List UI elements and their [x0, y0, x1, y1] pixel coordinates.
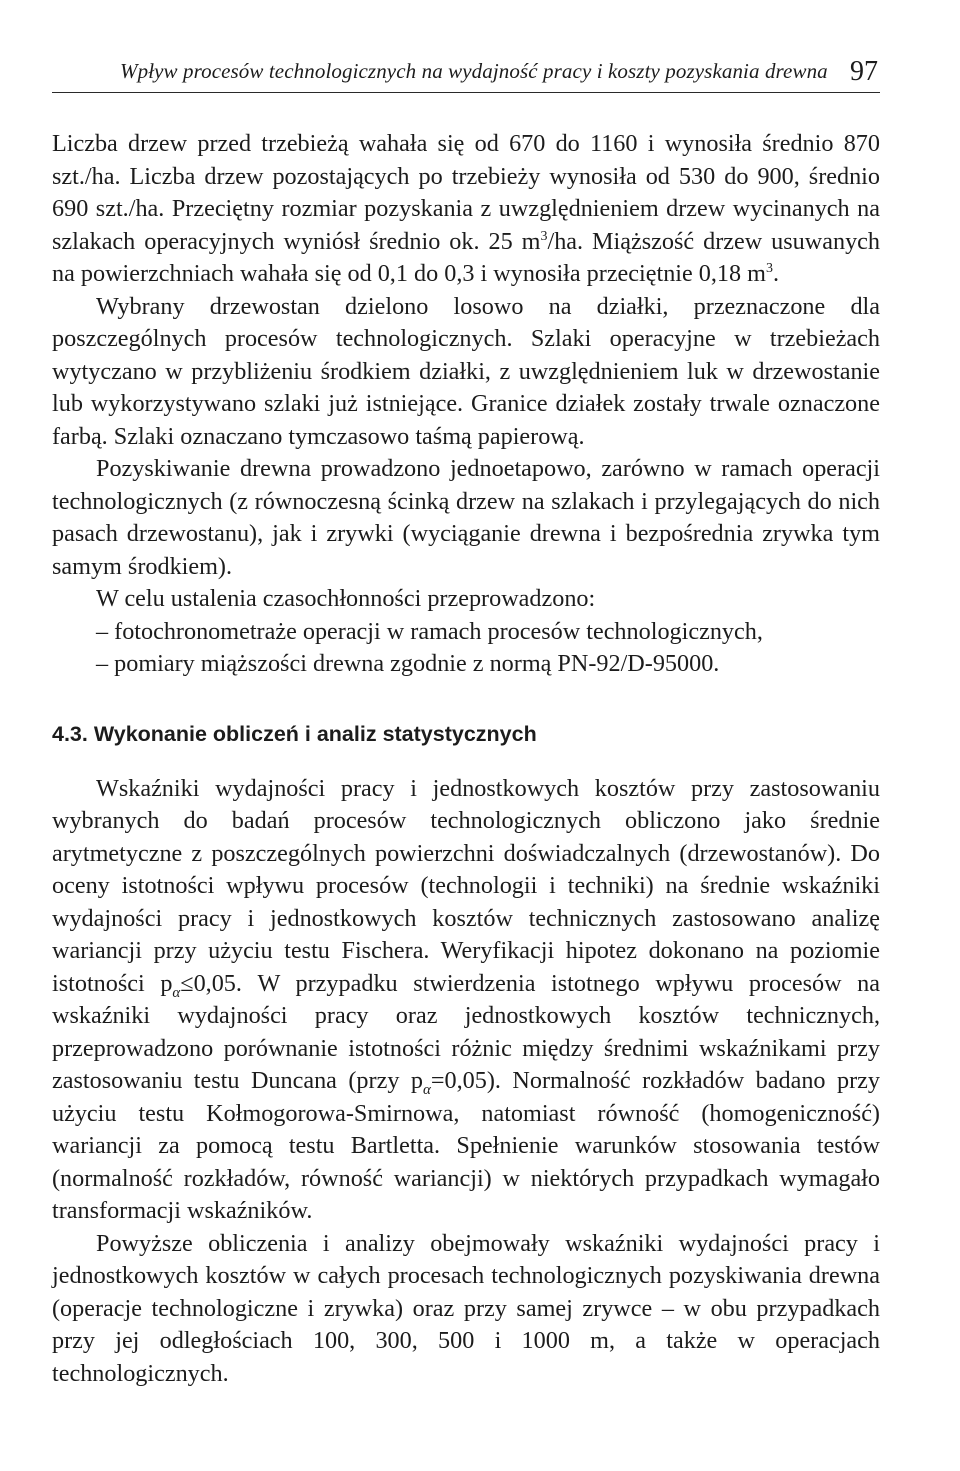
paragraph-stand-data: [52, 128, 880, 291]
text-segment: Wskaźniki wydajności pracy i jednostkowych kosztów przy zastosowaniu wybranych do badań procesów technologicznych obliczono jako średnie arytmetyczne z poszczególnych powierzchni doświadczalnych (drzewostanów). Do oceny istotności wpływu procesów (technologii i techniki) na średnie wskaźniki wydajności pracy i jednostkowych kosztów technicznych zastosowano analizę wariancji przy użyciu testu Fischera. Weryfikacji hipotez dokonano na poziomie istotności p: [52, 774, 880, 997]
superscript: 3: [540, 228, 548, 244]
paragraph-analysis-scope: Powyższe obliczenia i analizy obejmowały wskaźniki wydajności pracy i jednostkowych kosztów w całych procesach technologicznych pozyskiwania drewna (operacje technologiczne i zrywka) oraz przy samej zrywce – w obu przypadkach przy jej odległościach 100, 300, 500 i 1000 m, a także w operacjach technologicznych.: [52, 1229, 880, 1387]
text-segment: =0,05). Normalność rozkładów badano przy użyciu testu Kołmogorowa-Smirnowa, natomiast równość (homogeniczność) wariancji za pomocą testu Bartletta. Spełnienie warunków stosowania testów (normalność rozkładów, równość wariancji) w niektórych przypadkach wymagało transformacji wskaźników.: [52, 1067, 880, 1224]
list-item: – fotochronometraże operacji w ramach procesów technologicznych,: [96, 617, 763, 645]
list-item: – pomiary miąższości drewna zgodnie z normą PN-92/D-95000.: [96, 650, 720, 677]
paragraph-methods-intro: W celu ustalenia czasochłonności przeprowadzono:: [96, 585, 596, 612]
page-number: 97: [850, 56, 878, 87]
paragraph-statistics: [52, 773, 880, 1228]
running-header: [52, 52, 880, 93]
subscript: α: [423, 1081, 431, 1098]
running-title: Wpływ procesów technologicznych na wydajność pracy i koszty pozyskania drewna: [120, 59, 828, 83]
paragraph-harvesting: Pozyskiwanie drewna prowadzono jednoetapowo, zarówno w ramach operacji technologicznych (z równoczesną ścinką drzew na szlakach i przylegających do nich pasach drzewostanu), jak i zrywki (wyciąganie drewna i bezpośrednia zrywka tym samym środkiem).: [52, 455, 880, 580]
superscript: 3: [765, 260, 773, 276]
methods-list: [52, 616, 880, 681]
text-segment: Liczba drzew przed trzebieżą wahała się od 670 do 1160 i wynosiła średnio 870 szt./ha. Liczba drzew pozostających po trzebieży wynosiła od 530 do 900, średnio 690 szt./ha. Przeciętny rozmiar pozyskania z uwzględnieniem drzew wycinanych na szlakach operacyjnych wyniósł średnio ok. 25 m: [52, 130, 880, 255]
text-segment: .: [772, 260, 780, 287]
text-segment: ≤0,05. W przypadku stwierdzenia istotnego wpływu procesów na wskaźniki wydajności pracy oraz jednostkowych kosztów technicznych, przeprowadzono porównanie istotności różnic między średnimi wskaźnikami przy zastosowaniu testu Duncana (przy p: [52, 969, 880, 1094]
paragraph-plots: Wybrany drzewostan dzielono losowo na działki, przeznaczone dla poszczególnych procesów technologicznych. Szlaki operacyjne w trzebieżach wytyczano w przybliżeniu środkiem działki, z uwzględnieniem luk w drzewostanie lub wykorzystywano szlaki już istniejące. Granice działek zostały trwale oznaczone farbą. Szlaki oznaczano tymczasowo taśmą papierową.: [52, 292, 880, 450]
text-segment: /ha. Miąższość drzew usuwanych na powierzchniach wahała się od 0,1 do 0,3 i wynosiła przeciętnie 0,18 m: [52, 227, 880, 287]
subscript: α: [172, 984, 181, 1001]
section-heading: 4.3. Wykonanie obliczeń i analiz statystycznych: [52, 721, 537, 746]
body-text: [52, 128, 880, 1390]
